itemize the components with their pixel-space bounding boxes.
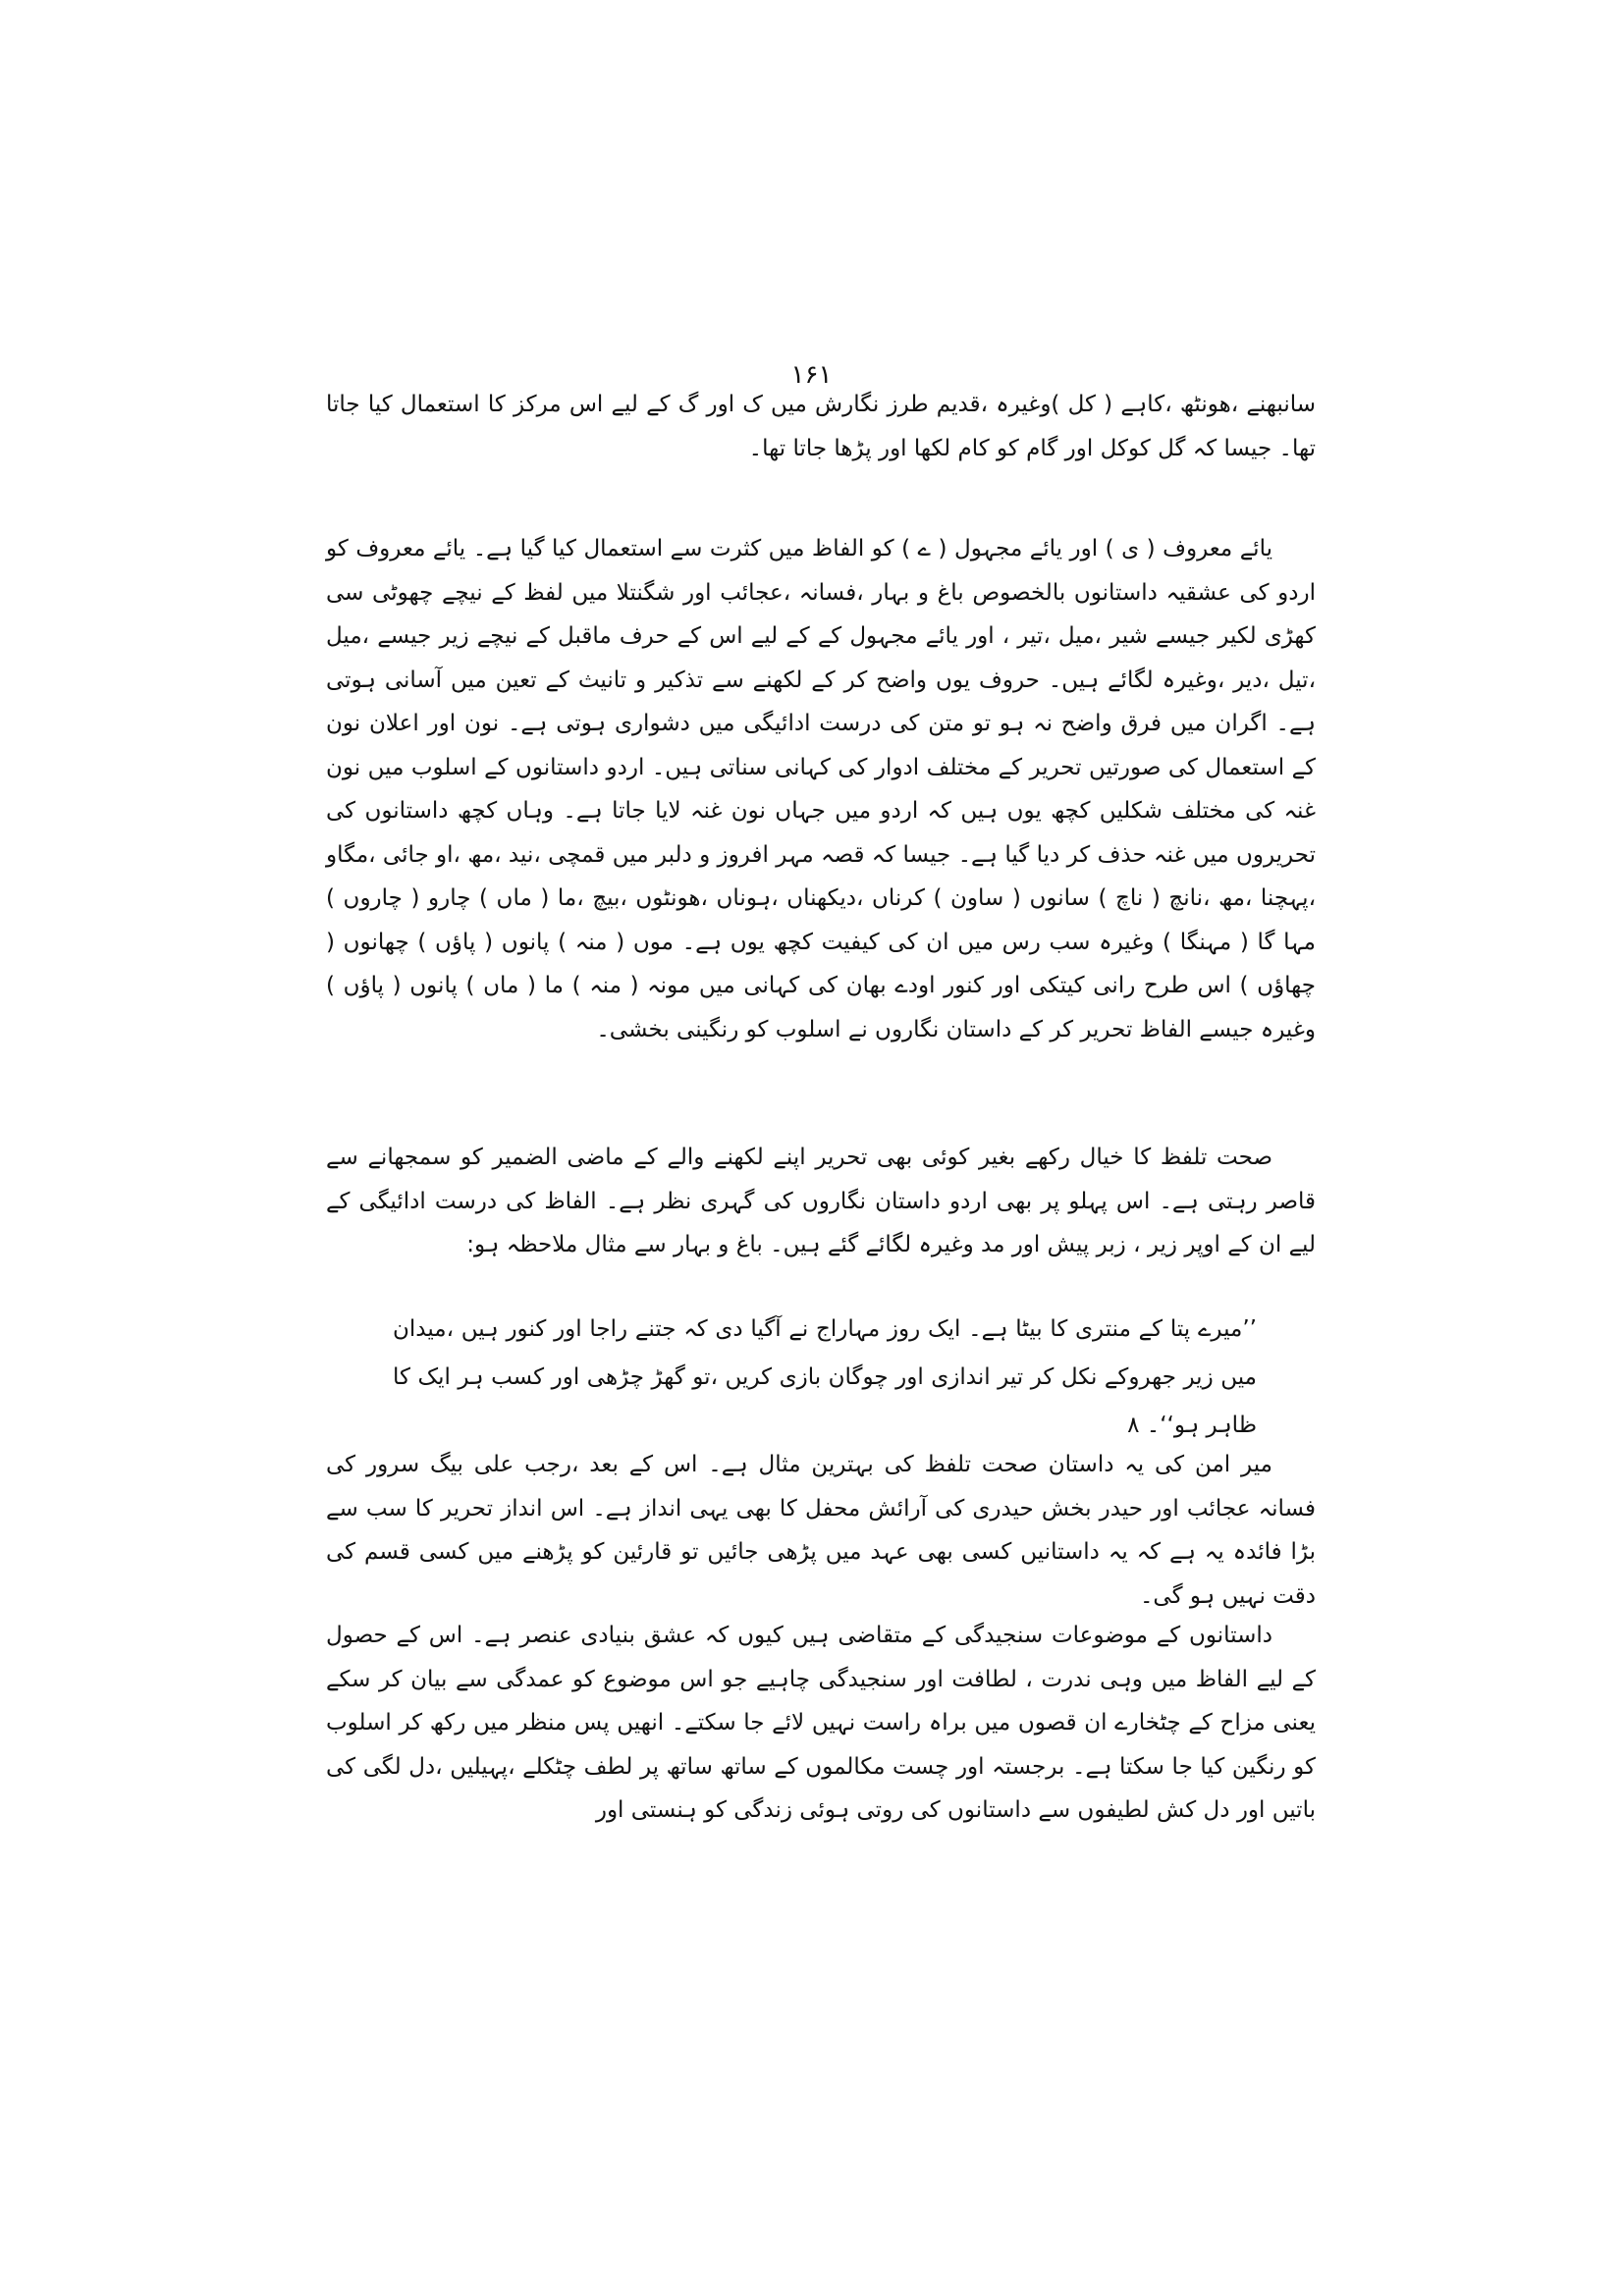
page-number: ۱۶۱ [790, 360, 833, 390]
paragraph-1: سانبھنے ،ھونٹھ ،کاہے ( کل )وغیرہ ،قدیم طرز نگارش میں ک اور گ کے لیے اس مرکز کا استعمال کیا جاتا تھا۔ جیسا کہ گل کوکل اور گام کو کام لکھا اور پڑھا جاتا تھا۔ [326, 392, 1316, 461]
block-quote: ’’میرے پتا کے منتری کا بیٹا ہے۔ ایک روز مہاراج نے آگیا دی کہ جتنے راجا اور کنور ہیں ،میدان میں زیر جھروکے نکل کر تیر اندازی اور چوگان بازی کریں ،تو گھڑ چڑھی اور کسب ہر ایک کا ظاہر ہو‘‘۔ ۸ [393, 1316, 1257, 1438]
paragraph-2: یائے معروف ( ی ) اور یائے مجہول ( ے ) کو الفاظ میں کثرت سے استعمال کیا گیا ہے۔ یائے معروف کو اردو کی عشقیہ داستانوں بالخصوص باغ و بہار ،فسانہ ،عجائب اور شگنتلا میں لفظ کے نیچے چھوٹی سی کھڑی لکیر جیسے شیر ،میل ،تیر ، اور یائے مجہول کے کے لیے اس کے حرف ماقبل کے نیچے زیر جیسے ،میل ،تیل ،دیر ،وغیرہ لگائے ہیں۔ حروف یوں واضح کر کے لکھنے سے تذکیر و تانیث کے تعین میں آسانی ہوتی ہے۔ اگران میں فرق واضح نہ ہو تو متن کی درست ادائیگی میں دشواری ہوتی ہے۔ نون اور اعلان نون کے استعمال کی صورتیں تحریر کے مختلف ادوار کی کہانی سناتی ہیں۔ اردو داستانوں کے اسلوب میں نون غنہ کی مختلف شکلیں کچھ یوں ہیں کہ اردو میں جہاں نون غنہ لایا جاتا ہے۔ وہاں کچھ داستانوں کی تحریروں میں غنہ حذف کر دیا گیا ہے۔ جیسا کہ قصہ مہر افروز و دلبر میں قمچی ،نید ،مھ ،او جائی ،مگاو ،پہچنا ،مھ ،نانچ ( ناچ ) سانوں ( ساون ) کرناں ،دیکھناں ،ہوناں ،ھونٹوں ،بیچ ،ما ( ماں ) چارو ( چاروں ) مہا گا ( مہنگا ) وغیرہ سب رس میں ان کی کیفیت کچھ یوں ہے۔ موں ( منہ ) پانوں ( پاؤں ) چھانوں ( چھاؤں ) اس طرح رانی کیتکی اور کنور اودے بھان کی کہانی میں مونہ ( منہ ) ما ( ماں ) پانوں ( پاؤں ) وغیرہ جیسے الفاظ تحریر کر کے داستان نگاروں نے اسلوب کو رنگینی بخشی۔ [326, 536, 1316, 1042]
paragraph-4: میر امن کی یہ داستان صحت تلفظ کی بہترین مثال ہے۔ اس کے بعد ،رجب علی بیگ سرور کی فسانہ عجائب اور حیدر بخش حیدری کی آرائش محفل کا بھی یہی انداز ہے۔ اس انداز تحریر کا سب سے بڑا فائدہ یہ ہے کہ یہ داستانیں کسی بھی عہد میں پڑھی جائیں تو قارئین کو پڑھنے میں کسی قسم کی دقت نہیں ہو گی۔ [326, 1452, 1316, 1609]
paragraph-3: صحت تلفظ کا خیال رکھے بغیر کوئی بھی تحریر اپنے لکھنے والے کے ماضی الضمیر کو سمجھانے سے قاصر رہتی ہے۔ اس پہلو پر بھی اردو داستان نگاروں کی گہری نظر ہے۔ الفاظ کی درست ادائیگی کے لیے ان کے اوپر زیر ، زبر پیش اور مد وغیرہ لگائے گئے ہیں۔ باغ و بہار سے مثال ملاحظہ ہو: [326, 1145, 1316, 1257]
paragraph-5: داستانوں کے موضوعات سنجیدگی کے متقاضی ہیں کیوں کہ عشق بنیادی عنصر ہے۔ اس کے حصول کے لیے الفاظ میں وہی ندرت ، لطافت اور سنجیدگی چاہیے جو اس موضوع کو عمدگی سے بیان کر سکے یعنی مزاح کے چٹخارے ان قصوں میں براہ راست نہیں لائے جا سکتے۔ انھیں پس منظر میں رکھ کر اسلوب کو رنگین کیا جا سکتا ہے۔ برجستہ اور چست مکالموں کے ساتھ ساتھ پر لطف چٹکلے ،پہیلیں ،دل لگی کی باتیں اور دل کش لطیفوں سے داستانوں کی روتی ہوئی زندگی کو ہنستی اور [326, 1623, 1316, 1823]
